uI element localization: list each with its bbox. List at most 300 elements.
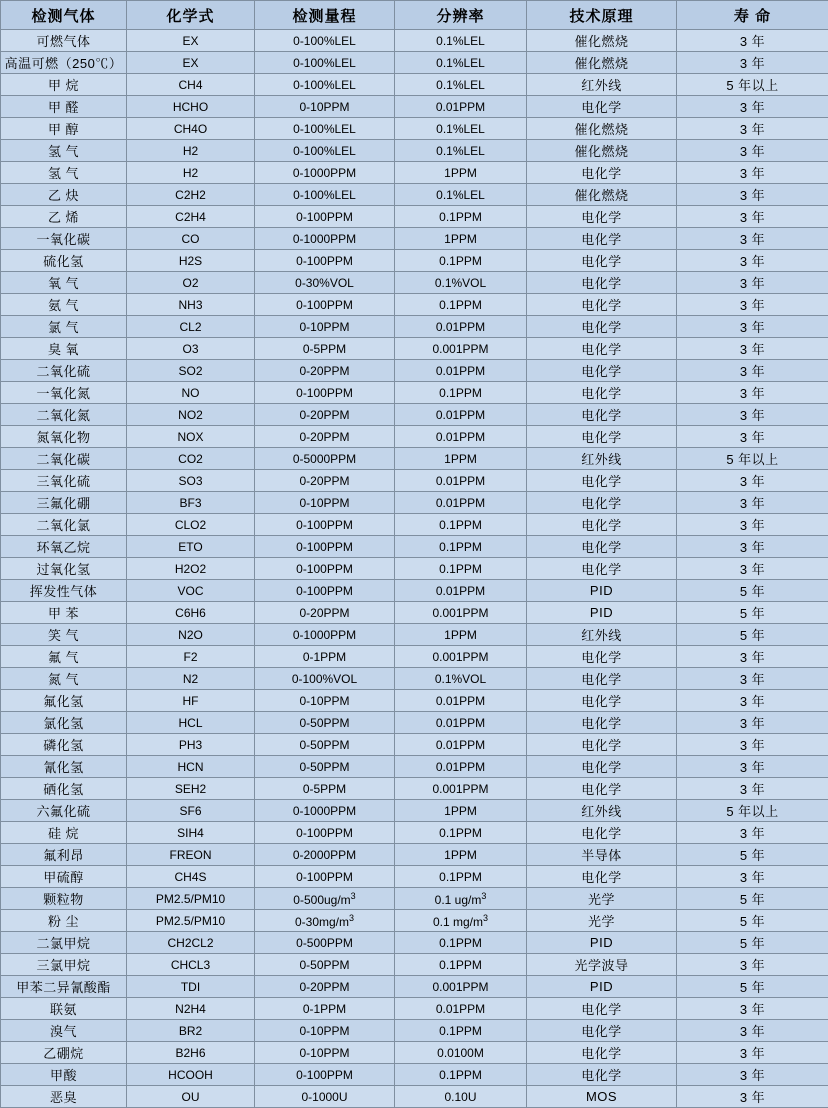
- cell-lifetime: 5 年以上: [677, 800, 828, 822]
- cell-detection-range: 0-50PPM: [255, 756, 395, 778]
- cell-lifetime: 5 年: [677, 580, 828, 602]
- table-row: [1, 184, 828, 206]
- cell-chemical-formula: HF: [127, 690, 255, 712]
- cell-detection-range: 0-100PPM: [255, 514, 395, 536]
- cell-gas-name: 氰化氢: [1, 756, 127, 778]
- cell-technology-principle: 电化学: [527, 360, 677, 382]
- cell-detection-range: 0-100PPM: [255, 822, 395, 844]
- cell-resolution: 1PPM: [395, 624, 527, 646]
- cell-detection-range: 0-1000PPM: [255, 228, 395, 250]
- cell-technology-principle: PID: [527, 602, 677, 624]
- cell-gas-name: 二氧化硫: [1, 360, 127, 382]
- cell-lifetime: 3 年: [677, 404, 828, 426]
- table-row: [1, 470, 828, 492]
- cell-resolution: 0.001PPM: [395, 778, 527, 800]
- cell-detection-range: 0-50PPM: [255, 734, 395, 756]
- cell-resolution: 0.1PPM: [395, 822, 527, 844]
- cell-gas-name: 氨 气: [1, 294, 127, 316]
- cell-resolution: 0.1 $ug/m^3$: [395, 888, 527, 910]
- cell-lifetime: 3 年: [677, 1042, 828, 1064]
- table-row: [1, 602, 828, 624]
- cell-resolution: 0.1%VOL: [395, 668, 527, 690]
- cell-chemical-formula: HCL: [127, 712, 255, 734]
- cell-chemical-formula: PM2.5/PM10: [127, 888, 255, 910]
- cell-gas-name: 恶臭: [1, 1086, 127, 1108]
- cell-chemical-formula: EX: [127, 52, 255, 74]
- cell-lifetime: 3 年: [677, 866, 828, 888]
- cell-technology-principle: 半导体: [527, 844, 677, 866]
- table-row: [1, 800, 828, 822]
- cell-chemical-formula: F2: [127, 646, 255, 668]
- cell-detection-range: 0-10PPM: [255, 1020, 395, 1042]
- cell-technology-principle: 电化学: [527, 558, 677, 580]
- cell-detection-range: 0-100PPM: [255, 558, 395, 580]
- cell-resolution: 0.01PPM: [395, 96, 527, 118]
- cell-chemical-formula: C2H2: [127, 184, 255, 206]
- cell-gas-name: 氧 气: [1, 272, 127, 294]
- cell-lifetime: 3 年: [677, 118, 828, 140]
- cell-gas-name: 氮 气: [1, 668, 127, 690]
- cell-detection-range: 0-20PPM: [255, 426, 395, 448]
- cell-chemical-formula: H2: [127, 162, 255, 184]
- cell-gas-name: 笑 气: [1, 624, 127, 646]
- table-row: [1, 1064, 828, 1086]
- cell-resolution: 0.01PPM: [395, 756, 527, 778]
- cell-gas-name: 磷化氢: [1, 734, 127, 756]
- cell-chemical-formula: BF3: [127, 492, 255, 514]
- cell-resolution: 0.1PPM: [395, 294, 527, 316]
- cell-chemical-formula: PH3: [127, 734, 255, 756]
- cell-chemical-formula: CLO2: [127, 514, 255, 536]
- cell-lifetime: 3 年: [677, 822, 828, 844]
- cell-technology-principle: 电化学: [527, 646, 677, 668]
- cell-gas-name: 一氧化碳: [1, 228, 127, 250]
- cell-resolution: 0.1PPM: [395, 514, 527, 536]
- cell-technology-principle: 光学: [527, 910, 677, 932]
- cell-lifetime: 5 年: [677, 910, 828, 932]
- table-row: [1, 910, 828, 932]
- cell-resolution: 0.01PPM: [395, 998, 527, 1020]
- cell-resolution: 1PPM: [395, 228, 527, 250]
- cell-chemical-formula: CH4S: [127, 866, 255, 888]
- cell-resolution: 1PPM: [395, 844, 527, 866]
- cell-chemical-formula: CHCL3: [127, 954, 255, 976]
- cell-detection-range: 0-100PPM: [255, 250, 395, 272]
- cell-detection-range: 0-100%LEL: [255, 184, 395, 206]
- table-row: [1, 404, 828, 426]
- table-row: [1, 712, 828, 734]
- cell-lifetime: 3 年: [677, 514, 828, 536]
- cell-lifetime: 5 年: [677, 624, 828, 646]
- table-row: [1, 514, 828, 536]
- cell-gas-name: 乙 烯: [1, 206, 127, 228]
- cell-resolution: 0.1PPM: [395, 206, 527, 228]
- table-row: [1, 140, 828, 162]
- cell-resolution: 1PPM: [395, 448, 527, 470]
- cell-lifetime: 5 年: [677, 602, 828, 624]
- cell-chemical-formula: N2H4: [127, 998, 255, 1020]
- cell-resolution: 0.10U: [395, 1086, 527, 1108]
- cell-resolution: 0.01PPM: [395, 492, 527, 514]
- cell-detection-range: 0-10PPM: [255, 492, 395, 514]
- cell-gas-name: 一氧化氮: [1, 382, 127, 404]
- cell-resolution: 0.01PPM: [395, 470, 527, 492]
- cell-technology-principle: 电化学: [527, 228, 677, 250]
- cell-gas-name: 六氟化硫: [1, 800, 127, 822]
- cell-technology-principle: 电化学: [527, 1042, 677, 1064]
- cell-detection-range: 0-20PPM: [255, 602, 395, 624]
- cell-resolution: 0.1%LEL: [395, 52, 527, 74]
- cell-chemical-formula: HCN: [127, 756, 255, 778]
- cell-technology-principle: 电化学: [527, 756, 677, 778]
- cell-gas-name: 氢 气: [1, 162, 127, 184]
- cell-chemical-formula: H2S: [127, 250, 255, 272]
- cell-detection-range: 0-100PPM: [255, 294, 395, 316]
- cell-technology-principle: 催化燃烧: [527, 52, 677, 74]
- cell-resolution: 0.01PPM: [395, 734, 527, 756]
- cell-gas-name: 氟化氢: [1, 690, 127, 712]
- table-row: [1, 976, 828, 998]
- cell-resolution: 0.1%VOL: [395, 272, 527, 294]
- cell-gas-name: 乙硼烷: [1, 1042, 127, 1064]
- cell-lifetime: 3 年: [677, 492, 828, 514]
- cell-resolution: 1PPM: [395, 162, 527, 184]
- cell-lifetime: 3 年: [677, 162, 828, 184]
- table-row: [1, 866, 828, 888]
- cell-gas-name: 二氧化氮: [1, 404, 127, 426]
- cell-resolution: 0.1%LEL: [395, 140, 527, 162]
- cell-gas-name: 三氟化硼: [1, 492, 127, 514]
- cell-chemical-formula: CH4: [127, 74, 255, 96]
- cell-chemical-formula: CO2: [127, 448, 255, 470]
- cell-technology-principle: PID: [527, 932, 677, 954]
- table-row: [1, 932, 828, 954]
- cell-detection-range: 0-100PPM: [255, 580, 395, 602]
- cell-resolution: 0.01PPM: [395, 580, 527, 602]
- cell-technology-principle: 光学波导: [527, 954, 677, 976]
- cell-chemical-formula: PM2.5/PM10: [127, 910, 255, 932]
- table-row: [1, 492, 828, 514]
- cell-technology-principle: 红外线: [527, 74, 677, 96]
- cell-resolution: 0.1 $mg/m^3$: [395, 910, 527, 932]
- cell-technology-principle: 电化学: [527, 294, 677, 316]
- cell-technology-principle: 电化学: [527, 822, 677, 844]
- cell-detection-range: 0-1000PPM: [255, 624, 395, 646]
- cell-technology-principle: PID: [527, 976, 677, 998]
- cell-gas-name: 臭 氧: [1, 338, 127, 360]
- cell-technology-principle: 电化学: [527, 998, 677, 1020]
- cell-chemical-formula: VOC: [127, 580, 255, 602]
- table-row: [1, 954, 828, 976]
- cell-gas-name: 粉 尘: [1, 910, 127, 932]
- cell-resolution: 0.01PPM: [395, 426, 527, 448]
- cell-detection-range: 0-500PPM: [255, 932, 395, 954]
- cell-lifetime: 5 年以上: [677, 448, 828, 470]
- cell-detection-range: 0-100%LEL: [255, 140, 395, 162]
- cell-technology-principle: 电化学: [527, 404, 677, 426]
- cell-chemical-formula: CH2CL2: [127, 932, 255, 954]
- cell-detection-range: 0-1000PPM: [255, 800, 395, 822]
- cell-lifetime: 3 年: [677, 954, 828, 976]
- cell-technology-principle: 电化学: [527, 96, 677, 118]
- cell-technology-principle: 电化学: [527, 470, 677, 492]
- cell-chemical-formula: CO: [127, 228, 255, 250]
- table-row: [1, 756, 828, 778]
- cell-chemical-formula: CH4O: [127, 118, 255, 140]
- cell-detection-range: 0-20PPM: [255, 404, 395, 426]
- table-row: [1, 162, 828, 184]
- cell-lifetime: 3 年: [677, 734, 828, 756]
- cell-technology-principle: 催化燃烧: [527, 118, 677, 140]
- cell-gas-name: 过氧化氢: [1, 558, 127, 580]
- cell-chemical-formula: NOX: [127, 426, 255, 448]
- cell-chemical-formula: SIH4: [127, 822, 255, 844]
- cell-gas-name: 乙 炔: [1, 184, 127, 206]
- cell-gas-name: 溴气: [1, 1020, 127, 1042]
- cell-technology-principle: 催化燃烧: [527, 184, 677, 206]
- cell-chemical-formula: NH3: [127, 294, 255, 316]
- cell-gas-name: 硫化氢: [1, 250, 127, 272]
- cell-resolution: 0.1PPM: [395, 1020, 527, 1042]
- cell-detection-range: 0-1PPM: [255, 998, 395, 1020]
- cell-resolution: 1PPM: [395, 800, 527, 822]
- cell-gas-name: 联氨: [1, 998, 127, 1020]
- cell-detection-range: 0-5PPM: [255, 778, 395, 800]
- cell-detection-range: 0-20PPM: [255, 360, 395, 382]
- column-header-gas: 检测气体: [1, 1, 127, 30]
- cell-chemical-formula: C2H4: [127, 206, 255, 228]
- cell-technology-principle: 电化学: [527, 690, 677, 712]
- cell-gas-name: 三氧化硫: [1, 470, 127, 492]
- table-row: [1, 338, 828, 360]
- cell-lifetime: 3 年: [677, 778, 828, 800]
- cell-gas-name: 二氯甲烷: [1, 932, 127, 954]
- cell-gas-name: 硅 烷: [1, 822, 127, 844]
- cell-lifetime: 3 年: [677, 426, 828, 448]
- cell-lifetime: 3 年: [677, 96, 828, 118]
- cell-technology-principle: 电化学: [527, 492, 677, 514]
- cell-lifetime: 3 年: [677, 1020, 828, 1042]
- cell-technology-principle: MOS: [527, 1086, 677, 1108]
- table-row: [1, 52, 828, 74]
- cell-resolution: 0.0100M: [395, 1042, 527, 1064]
- cell-gas-name: 氢 气: [1, 140, 127, 162]
- table-row: [1, 206, 828, 228]
- cell-gas-name: 甲 苯: [1, 602, 127, 624]
- table-row: [1, 118, 828, 140]
- cell-detection-range: 0-100%VOL: [255, 668, 395, 690]
- table-row: [1, 96, 828, 118]
- cell-technology-principle: 催化燃烧: [527, 30, 677, 52]
- cell-chemical-formula: SO3: [127, 470, 255, 492]
- cell-technology-principle: PID: [527, 580, 677, 602]
- cell-technology-principle: 电化学: [527, 668, 677, 690]
- table-row: [1, 646, 828, 668]
- cell-detection-range: 0-1PPM: [255, 646, 395, 668]
- cell-chemical-formula: C6H6: [127, 602, 255, 624]
- cell-resolution: 0.1PPM: [395, 382, 527, 404]
- cell-gas-name: 甲苯二异氰酸酯: [1, 976, 127, 998]
- cell-lifetime: 3 年: [677, 998, 828, 1020]
- table-row: [1, 888, 828, 910]
- table-row: [1, 734, 828, 756]
- table-row: [1, 822, 828, 844]
- cell-technology-principle: 催化燃烧: [527, 140, 677, 162]
- cell-technology-principle: 红外线: [527, 624, 677, 646]
- cell-lifetime: 3 年: [677, 294, 828, 316]
- cell-detection-range: 0-10PPM: [255, 316, 395, 338]
- cell-gas-name: 甲 醇: [1, 118, 127, 140]
- table-row: [1, 1086, 828, 1108]
- cell-lifetime: 3 年: [677, 1086, 828, 1108]
- table-row: [1, 272, 828, 294]
- cell-detection-range: 0-20PPM: [255, 470, 395, 492]
- cell-detection-range: 0-50PPM: [255, 954, 395, 976]
- cell-gas-name: 氟 气: [1, 646, 127, 668]
- cell-technology-principle: 红外线: [527, 800, 677, 822]
- cell-detection-range: 0-100PPM: [255, 206, 395, 228]
- cell-detection-range: 0-20PPM: [255, 976, 395, 998]
- cell-lifetime: 3 年: [677, 52, 828, 74]
- cell-resolution: 0.1%LEL: [395, 30, 527, 52]
- cell-detection-range: 0-100%LEL: [255, 118, 395, 140]
- cell-chemical-formula: O3: [127, 338, 255, 360]
- table-row: [1, 74, 828, 96]
- cell-detection-range: 0-10PPM: [255, 96, 395, 118]
- cell-technology-principle: 电化学: [527, 382, 677, 404]
- cell-detection-range: 0-100%LEL: [255, 52, 395, 74]
- cell-lifetime: 5 年: [677, 932, 828, 954]
- cell-gas-name: 氟利昂: [1, 844, 127, 866]
- cell-chemical-formula: SEH2: [127, 778, 255, 800]
- table-row: [1, 624, 828, 646]
- cell-resolution: 0.001PPM: [395, 646, 527, 668]
- cell-detection-range: 0-30%VOL: [255, 272, 395, 294]
- table-row: [1, 250, 828, 272]
- cell-resolution: 0.1PPM: [395, 954, 527, 976]
- table-row: [1, 294, 828, 316]
- cell-gas-name: 甲硫醇: [1, 866, 127, 888]
- cell-lifetime: 3 年: [677, 206, 828, 228]
- cell-technology-principle: 电化学: [527, 316, 677, 338]
- table-row: [1, 1042, 828, 1064]
- column-header-formula: 化学式: [127, 1, 255, 30]
- column-header-range: 检测量程: [255, 1, 395, 30]
- cell-detection-range: 0-100PPM: [255, 1064, 395, 1086]
- cell-resolution: 0.001PPM: [395, 976, 527, 998]
- cell-lifetime: 5 年: [677, 976, 828, 998]
- cell-detection-range: 0-5PPM: [255, 338, 395, 360]
- column-header-principle: 技术原理: [527, 1, 677, 30]
- cell-chemical-formula: OU: [127, 1086, 255, 1108]
- cell-lifetime: 3 年: [677, 272, 828, 294]
- cell-resolution: 0.001PPM: [395, 338, 527, 360]
- cell-resolution: 0.1PPM: [395, 250, 527, 272]
- cell-technology-principle: 电化学: [527, 712, 677, 734]
- column-header-resolution: 分辨率: [395, 1, 527, 30]
- cell-technology-principle: 电化学: [527, 514, 677, 536]
- cell-gas-name: 二氧化碳: [1, 448, 127, 470]
- table-row: [1, 30, 828, 52]
- table-row: [1, 1020, 828, 1042]
- cell-chemical-formula: FREON: [127, 844, 255, 866]
- cell-chemical-formula: EX: [127, 30, 255, 52]
- cell-chemical-formula: HCOOH: [127, 1064, 255, 1086]
- cell-detection-range: 0-100%LEL: [255, 74, 395, 96]
- cell-resolution: 0.01PPM: [395, 404, 527, 426]
- cell-technology-principle: 电化学: [527, 1020, 677, 1042]
- cell-gas-name: 氯 气: [1, 316, 127, 338]
- cell-resolution: 0.1PPM: [395, 558, 527, 580]
- cell-chemical-formula: H2O2: [127, 558, 255, 580]
- cell-detection-range: 0-1000PPM: [255, 162, 395, 184]
- cell-resolution: 0.01PPM: [395, 360, 527, 382]
- table-row: [1, 668, 828, 690]
- table-row: [1, 778, 828, 800]
- cell-detection-range: 0-100PPM: [255, 382, 395, 404]
- cell-detection-range: 0-2000PPM: [255, 844, 395, 866]
- cell-technology-principle: 电化学: [527, 1064, 677, 1086]
- cell-detection-range: $0-500ug/m^3$: [255, 888, 395, 910]
- cell-lifetime: 5 年: [677, 844, 828, 866]
- cell-chemical-formula: NO2: [127, 404, 255, 426]
- cell-lifetime: 3 年: [677, 184, 828, 206]
- cell-chemical-formula: SO2: [127, 360, 255, 382]
- cell-resolution: 0.1%LEL: [395, 74, 527, 96]
- table-row: [1, 844, 828, 866]
- table-header-row: [1, 1, 828, 30]
- cell-gas-name: 可燃气体: [1, 30, 127, 52]
- cell-lifetime: 3 年: [677, 228, 828, 250]
- cell-technology-principle: 电化学: [527, 206, 677, 228]
- cell-resolution: 0.01PPM: [395, 712, 527, 734]
- column-header-lifetime: 寿 命: [677, 1, 828, 30]
- table-row: [1, 448, 828, 470]
- cell-technology-principle: 电化学: [527, 866, 677, 888]
- cell-chemical-formula: O2: [127, 272, 255, 294]
- cell-resolution: 0.01PPM: [395, 316, 527, 338]
- cell-technology-principle: 电化学: [527, 250, 677, 272]
- cell-gas-name: 高温可燃（250℃）: [1, 52, 127, 74]
- cell-chemical-formula: N2O: [127, 624, 255, 646]
- cell-detection-range: 0-10PPM: [255, 690, 395, 712]
- cell-gas-name: 二氧化氯: [1, 514, 127, 536]
- cell-technology-principle: 电化学: [527, 734, 677, 756]
- cell-lifetime: 3 年: [677, 690, 828, 712]
- cell-lifetime: 5 年以上: [677, 74, 828, 96]
- cell-detection-range: 0-100PPM: [255, 536, 395, 558]
- cell-chemical-formula: N2: [127, 668, 255, 690]
- cell-lifetime: 3 年: [677, 668, 828, 690]
- cell-detection-range: 0-100PPM: [255, 866, 395, 888]
- table-body: [1, 30, 828, 1108]
- cell-chemical-formula: H2: [127, 140, 255, 162]
- cell-gas-name: 甲酸: [1, 1064, 127, 1086]
- cell-chemical-formula: NO: [127, 382, 255, 404]
- cell-technology-principle: 电化学: [527, 338, 677, 360]
- cell-lifetime: 5 年: [677, 888, 828, 910]
- cell-resolution: 0.01PPM: [395, 690, 527, 712]
- cell-resolution: 0.1%LEL: [395, 118, 527, 140]
- cell-gas-name: 甲 烷: [1, 74, 127, 96]
- cell-gas-name: 挥发性气体: [1, 580, 127, 602]
- cell-detection-range: 0-100%LEL: [255, 30, 395, 52]
- table-row: [1, 426, 828, 448]
- table-row: [1, 316, 828, 338]
- cell-technology-principle: 电化学: [527, 162, 677, 184]
- cell-lifetime: 3 年: [677, 360, 828, 382]
- cell-detection-range: 0-5000PPM: [255, 448, 395, 470]
